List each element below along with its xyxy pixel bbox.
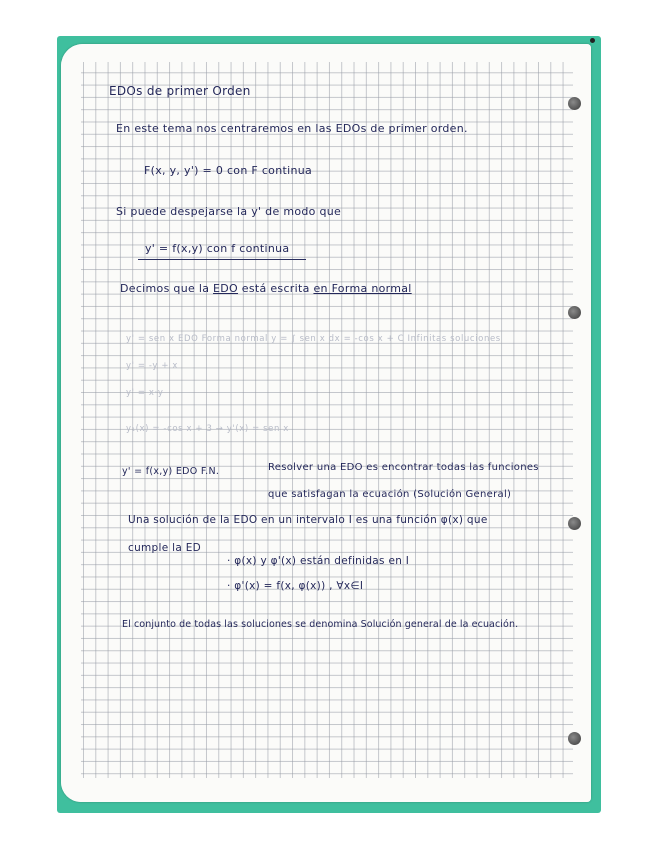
faint-example-2: y' = -y + x bbox=[126, 361, 178, 371]
binder-hole bbox=[568, 306, 581, 319]
condition-2: · φ'(x) = f(x, φ(x)) , ∀x∈I bbox=[227, 580, 364, 592]
text-normal-form bbox=[120, 282, 412, 295]
normal-mid: está escrita bbox=[238, 282, 314, 295]
corner-mark bbox=[590, 38, 595, 43]
faint-example-3: y' = x·y bbox=[126, 388, 164, 398]
text-intro: En este tema nos centraremos en las EDOs de primer orden. bbox=[116, 122, 468, 135]
condition-1: · φ(x) y φ'(x) están definidas en I bbox=[227, 555, 410, 567]
binder-hole bbox=[568, 732, 581, 745]
normal-suffix: en Forma normal bbox=[313, 282, 412, 295]
binder-hole bbox=[568, 517, 581, 530]
text-despejar: Si puede despejarse la y' de modo que bbox=[116, 205, 342, 218]
binder-hole bbox=[568, 97, 581, 110]
normal-edo: EDO bbox=[213, 282, 239, 295]
equation-underline bbox=[138, 259, 306, 260]
faint-example-4: y₁(x) = -cos x + 3 → y'(x) = sen x bbox=[126, 424, 289, 434]
text-resolver-def-2: que satisfagan la ecuación (Solución General) bbox=[268, 489, 512, 500]
equation-explicit: y' = f(x,y) con f continua bbox=[145, 242, 290, 255]
text-solucion-general: El conjunto de todas las soluciones se denomina Solución general de la ecuación. bbox=[122, 619, 519, 630]
text-solucion-cumple: cumple la ED bbox=[128, 542, 202, 554]
faint-example-1: y' = sen x EDO Forma normal y = ∫ sen x dx = -cos x + C Infinitas soluciones bbox=[126, 334, 501, 344]
normal-prefix: Decimos que la bbox=[120, 282, 214, 295]
text-solucion-def: Una solución de la EDO en un intervalo I es una función φ(x) que bbox=[128, 514, 488, 526]
equation-implicit: F(x, y, y') = 0 con F continua bbox=[144, 164, 313, 177]
text-resolver-edo-fn: y' = f(x,y) EDO F.N. bbox=[122, 466, 220, 477]
page-title: EDOs de primer Orden bbox=[109, 84, 251, 98]
text-resolver-def: Resolver una EDO es encontrar todas las funciones bbox=[268, 462, 539, 473]
grid-paper-sheet bbox=[61, 44, 591, 802]
